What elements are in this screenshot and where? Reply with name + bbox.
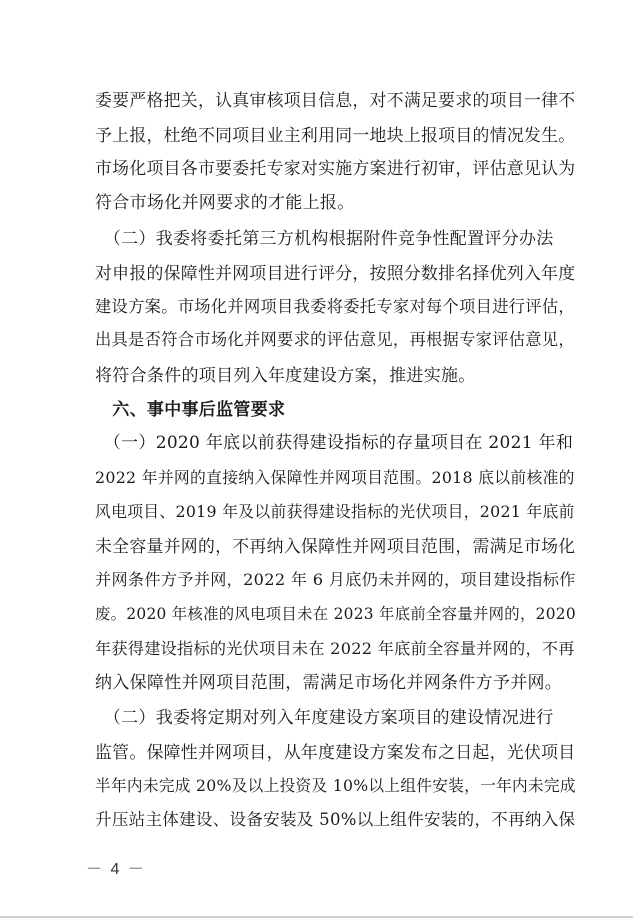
body-line: 废。2020 年核准的风电项目未在 2023 年底前全容量并网的，2020: [95, 605, 576, 623]
body-line: 监管。保障性并网项目，从年度建设方案发布之日起，光伏项目: [95, 742, 576, 762]
page-bottom-rule: [0, 916, 633, 918]
body-line: （二）我委将定期对列入年度建设方案项目的建设情况进行: [95, 708, 554, 728]
body-line: 半年内未完成 20%及以上投资及 10%以上组件安装，一年内未完成: [95, 776, 576, 795]
body-line: 2022 年并网的直接纳入保障性并网项目范围。2018 底以前核准的: [95, 468, 575, 487]
page-number: － 4 －: [86, 861, 146, 878]
body-line: 对申报的保障性并网项目进行评分，按照分数排名择优列入年度: [95, 263, 576, 283]
body-line: 出具是否符合市场化并网要求的评估意见，再根据专家评估意见，: [95, 330, 575, 349]
body-line: （一）2020 年底以前获得建设指标的存量项目在 2021 年和: [95, 433, 574, 453]
body-line: 委要严格把关，认真审核项目信息，对不满足要求的项目一律不: [95, 90, 576, 110]
body-line: 并网条件方予并网，2022 年 6 月底仍未并网的，项目建设指标作: [95, 570, 576, 589]
body-line: 年获得建设指标的光伏项目未在 2022 年底前全容量并网的，不再: [95, 639, 575, 658]
body-line: 予上报，杜绝不同项目业主利用同一地块上报项目的情况发生。: [95, 125, 576, 145]
body-line: （二）我委将委托第三方机构根据附件竞争性配置评分办法: [95, 229, 554, 249]
body-line: 纳入保障性并网项目范围，需满足市场化并网条件方予并网。: [95, 673, 563, 693]
body-line: 建设方案。市场化并网项目我委将委托专家对每个项目进行评估，: [95, 297, 575, 316]
body-line: 未全容量并网的，不再纳入保障性并网项目范围，需满足市场化: [95, 536, 576, 556]
body-line: 升压站主体建设、设备安装及 50%以上组件安装的，不再纳入保: [95, 810, 576, 829]
body-line: 风电项目、2019 年及以前获得建设指标的光伏项目，2021 年底前: [95, 502, 575, 521]
body-line: 将符合条件的项目列入年度建设方案，推进实施。: [95, 366, 476, 386]
body-line: 符合市场化并网要求的才能上报。: [95, 193, 355, 213]
section-heading: 六、事中事后监管要求: [95, 400, 286, 420]
body-line: 市场化项目各市要委托专家对实施方案进行初审，评估意见认为: [95, 158, 576, 178]
